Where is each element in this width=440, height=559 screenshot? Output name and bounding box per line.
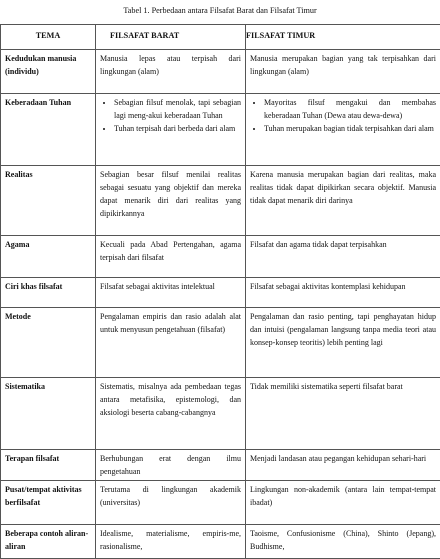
timur-list [250,96,436,135]
barat-cell: Pengalaman empiris dan rasio adalah alat untuk menyusun pengetahuan (filsafat) [96,308,246,378]
barat-cell: Kecuali pada Abad Pertengahan, agama terpisah dari filsafat [96,236,246,278]
timur-cell: Karena manusia merupakan bagian dari realitas, maka realitas tidak dapat dipikirkan secara objektif. Manusia tidak dapat menarik diri darinya [246,166,440,236]
theme-cell: Realitas [1,166,96,236]
table-row [1,94,440,166]
table-row [1,308,440,378]
table-header-row [1,25,440,50]
timur-cell: Menjadi landasan atau pegangan kehidupan sehari-hari [246,450,440,481]
table-caption: Tabel 1. Perbedaan antara Filsafat Barat dan Filsafat Timur [0,6,440,16]
theme-cell: Keberadaan Tuhan [1,94,96,166]
theme-cell: Terapan filsafat [1,450,96,481]
table-row [1,450,440,481]
timur-cell [246,94,440,166]
timur-cell: Tidak memiliki sistematika seperti filsafat barat [246,378,440,450]
header-filsafat-timur: FILSAFAT TIMUR [246,25,440,50]
barat-cell: Manusia lepas atau terpisah dari lingkungan (alam) [96,50,246,94]
barat-cell: Sebagian besar filsuf menilai realitas sebagai sesuatu yang objektif dan mereka dapat menarik diri dari realitas yang dipikirkannya [96,166,246,236]
list-item: • Sebagian filsuf menolak, tapi sebagian lagi meng-akui keberadaan Tuhan [114,96,241,122]
list-item: • Mayoritas filsuf mengakui dan membahas keberadaan Tuhan (Dewa atau dewa-dewa) [264,96,436,122]
header-filsafat-barat: FILSAFAT BARAT [96,25,246,50]
barat-cell: Sistematis, misalnya ada pembedaan tegas antara metafisika, epistemologi, dan aksiologi beserta cabang-cabangnya [96,378,246,450]
theme-cell: Beberapa contoh aliran-aliran [1,525,96,559]
timur-cell: Pengalaman dan rasio penting, tapi penghayatan hidup dan intuisi (pengalaman langsung tanpa media teori atau konsep-konsep teoritis) lebih penting lagi [246,308,440,378]
barat-list [100,96,241,135]
barat-cell: Terutama di lingkungan akademik (universitas) [96,481,246,525]
timur-cell: Filsafat sebagai aktivitas kontemplasi kehidupan [246,278,440,308]
table-row [1,481,440,525]
theme-cell: Sistematika [1,378,96,450]
header-tema: TEMA [1,25,96,50]
table-row [1,378,440,450]
barat-cell: Berhubungan erat dengan ilmu pengetahuan [96,450,246,481]
barat-cell: Idealisme, materialisme, empiris-me, rasionalisme, [96,525,246,559]
table-row [1,525,440,559]
theme-cell: Agama [1,236,96,278]
list-item: • Tuhan merupakan bagian tidak terpisahkan dari alam [264,122,436,135]
theme-cell: Ciri khas filsafat [1,278,96,308]
barat-cell [96,94,246,166]
table-row [1,236,440,278]
theme-cell: Kedudukan manusia (individu) [1,50,96,94]
table-row [1,278,440,308]
table-row [1,166,440,236]
comparison-table [0,24,440,559]
barat-cell: Filsafat sebagai aktivitas intelektual [96,278,246,308]
theme-cell: Pusat/tempat aktivitas berfilsafat [1,481,96,525]
timur-cell: Filsafat dan agama tidak dapat terpisahkan [246,236,440,278]
theme-cell: Metode [1,308,96,378]
list-item: • Tuhan terpisah dari berbeda dari alam [114,122,241,135]
timur-cell: Lingkungan non-akademik (antara lain tempat-tempat ibadat) [246,481,440,525]
timur-cell: Taoisme, Confusionisme (China), Shinto (Jepang), Budhisme, [246,525,440,559]
table-row [1,50,440,94]
timur-cell: Manusia merupakan bagian yang tak terpisahkan dari lingkungan (alam) [246,50,440,94]
